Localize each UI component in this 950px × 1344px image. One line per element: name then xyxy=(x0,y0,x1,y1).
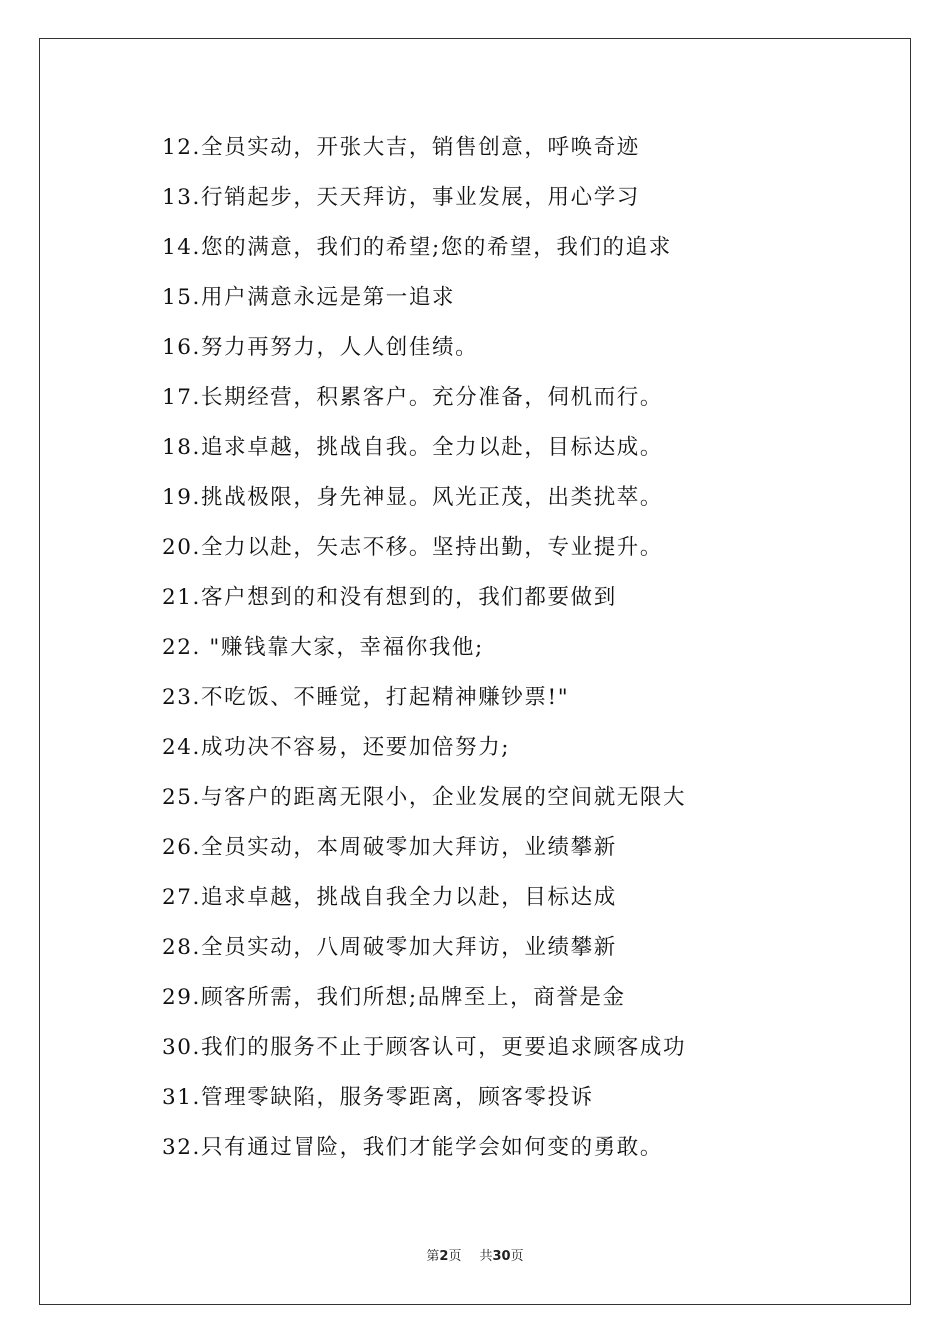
list-item: 16.努力再努力，人人创佳绩。 xyxy=(162,335,479,360)
list-item: 26.全员实动，本周破零加大拜访，业绩攀新 xyxy=(162,835,617,860)
list-item: 31.管理零缺陷，服务零距离，顾客零投诉 xyxy=(162,1085,594,1110)
page-prefix: 第 xyxy=(426,1249,440,1264)
list-item: 27.追求卓越，挑战自我全力以赴，目标达成 xyxy=(162,885,617,910)
list-item: 29.顾客所需，我们所想;品牌至上，商誉是金 xyxy=(162,985,626,1010)
list-item: 21.客户想到的和没有想到的，我们都要做到 xyxy=(162,585,617,610)
list-item: 24.成功决不容易，还要加倍努力; xyxy=(162,735,511,760)
list-item: 28.全员实动，八周破零加大拜访，业绩攀新 xyxy=(162,935,617,960)
list-item: 22. "赚钱靠大家，幸福你我他; xyxy=(162,635,484,660)
list-item: 23.不吃饭、不睡觉，打起精神赚钞票!" xyxy=(162,685,570,710)
list-item: 14.您的满意，我们的希望;您的希望，我们的追求 xyxy=(162,235,672,260)
list-item: 20.全力以赴，矢志不移。坚持出勤，专业提升。 xyxy=(162,535,663,560)
page-suffix: 页 xyxy=(448,1249,462,1264)
list-item: 32.只有通过冒险，我们才能学会如何变的勇敢。 xyxy=(162,1135,663,1160)
list-item: 17.长期经营，积累客户。充分准备，伺机而行。 xyxy=(162,385,663,410)
total-prefix: 共 xyxy=(479,1249,493,1264)
list-item: 25.与客户的距离无限小，企业发展的空间就无限大 xyxy=(162,785,687,810)
list-item: 13.行销起步，天天拜访，事业发展，用心学习 xyxy=(162,185,640,210)
list-item: 12.全员实动，开张大吉，销售创意，呼唤奇迹 xyxy=(162,135,640,160)
page-footer xyxy=(0,1245,950,1264)
page-number: 2 xyxy=(439,1249,449,1264)
list-item: 18.追求卓越，挑战自我。全力以赴，目标达成。 xyxy=(162,435,663,460)
list-item: 19.挑战极限，身先神显。风光正茂，出类扰萃。 xyxy=(162,485,663,510)
document-body xyxy=(162,128,862,1178)
list-item: 30.我们的服务不止于顾客认可，更要追求顾客成功 xyxy=(162,1035,687,1060)
total-pages: 30 xyxy=(492,1249,511,1264)
list-item: 15.用户满意永远是第一追求 xyxy=(162,285,456,310)
total-suffix: 页 xyxy=(510,1249,524,1264)
